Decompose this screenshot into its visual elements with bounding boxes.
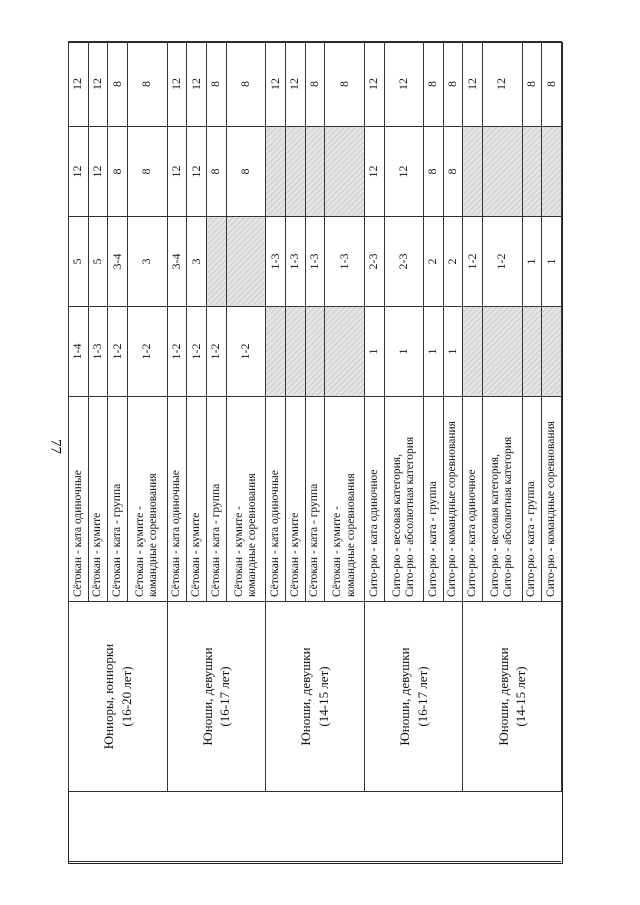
- place-cell-c1: [305, 307, 325, 397]
- discipline-cell: Сётокан - ката одиночные: [69, 397, 89, 602]
- place-cell-c4: 8: [423, 42, 443, 127]
- discipline-cell: Сётокан - ката одиночные: [266, 397, 286, 602]
- place-cell-c4: 8: [542, 42, 562, 127]
- discipline-cell: Сётокан - кумите - командные соревнования: [128, 397, 167, 602]
- age-group-cell: Юноши, девушки (14-15 лет): [463, 602, 562, 792]
- discipline-cell: Сётокан - кумите - командные соревнования: [226, 397, 265, 602]
- place-cell-c3: [305, 127, 325, 217]
- place-cell-c1: [483, 307, 522, 397]
- age-group-cell: Юноши, девушки (14-15 лет): [266, 602, 365, 792]
- place-cell-c4: 12: [88, 42, 108, 127]
- place-cell-c4: 12: [483, 42, 522, 127]
- discipline-cell: Сито-рю - ката - группа: [522, 397, 542, 602]
- place-cell-c4: 8: [325, 42, 364, 127]
- discipline-cell: Сито-рю - ката одиночное: [364, 397, 384, 602]
- place-cell-c1: 1-2: [187, 307, 207, 397]
- place-cell-c3: [522, 127, 542, 217]
- discipline-cell: Сётокан - ката - группа: [305, 397, 325, 602]
- place-cell-c2: 1-3: [266, 217, 286, 307]
- table-row: [266, 42, 286, 862]
- place-cell-c4: 12: [167, 42, 187, 127]
- discipline-cell: Сито-рю - ката - группа: [423, 397, 443, 602]
- place-cell-c1: [266, 307, 286, 397]
- discipline-cell: Сётокан - ката - группа: [207, 397, 227, 602]
- place-cell-c4: 12: [187, 42, 207, 127]
- empty-left-column: [69, 792, 562, 862]
- place-cell-c3: 12: [69, 127, 89, 217]
- place-cell-c4: 8: [522, 42, 542, 127]
- discipline-cell: Сётокан - кумите: [88, 397, 108, 602]
- place-cell-c3: 8: [423, 127, 443, 217]
- place-cell-c1: 1-2: [226, 307, 265, 397]
- place-cell-c1: 1-2: [108, 307, 128, 397]
- place-cell-c1: 1: [384, 307, 423, 397]
- place-cell-c4: 12: [285, 42, 305, 127]
- place-cell-c3: 8: [443, 127, 463, 217]
- place-cell-c1: [325, 307, 364, 397]
- rotated-table-wrapper: [68, 42, 561, 862]
- place-cell-c4: 12: [384, 42, 423, 127]
- place-cell-c4: 8: [305, 42, 325, 127]
- place-cell-c2: 2: [423, 217, 443, 307]
- place-cell-c3: [285, 127, 305, 217]
- place-cell-c4: 8: [108, 42, 128, 127]
- table-row: [167, 42, 187, 862]
- table-row: [463, 42, 483, 862]
- place-cell-c4: 12: [266, 42, 286, 127]
- place-cell-c3: 12: [88, 127, 108, 217]
- age-group-cell: Юноши, девушки (16-17 лет): [364, 602, 463, 792]
- place-cell-c1: 1-3: [88, 307, 108, 397]
- place-cell-c2: 1-2: [463, 217, 483, 307]
- place-cell-c4: 8: [443, 42, 463, 127]
- place-cell-c2: [226, 217, 265, 307]
- place-cell-c3: [463, 127, 483, 217]
- place-cell-c3: 8: [207, 127, 227, 217]
- place-cell-c2: 5: [88, 217, 108, 307]
- place-cell-c4: 8: [207, 42, 227, 127]
- page-number: 77: [47, 439, 64, 454]
- place-cell-c3: 12: [364, 127, 384, 217]
- discipline-cell: Сётокан - кумите - командные соревнования: [325, 397, 364, 602]
- results-table: [68, 41, 562, 862]
- discipline-cell: Сито-рю - весовая категория, Сито-рю - абсолютная категория: [384, 397, 423, 602]
- age-group-cell: Юноши, девушки (16-17 лет): [167, 602, 266, 792]
- table-body: [69, 42, 562, 862]
- place-cell-c1: 1-4: [69, 307, 89, 397]
- place-cell-c3: [542, 127, 562, 217]
- discipline-cell: Сито-рю - ката одиночное: [463, 397, 483, 602]
- place-cell-c1: 1: [443, 307, 463, 397]
- place-cell-c3: 12: [167, 127, 187, 217]
- place-cell-c2: 1: [522, 217, 542, 307]
- place-cell-c1: 1-2: [167, 307, 187, 397]
- place-cell-c2: 2-3: [384, 217, 423, 307]
- place-cell-c2: 3-4: [108, 217, 128, 307]
- place-cell-c3: [266, 127, 286, 217]
- place-cell-c2: 2: [443, 217, 463, 307]
- place-cell-c1: 1: [423, 307, 443, 397]
- place-cell-c2: [207, 217, 227, 307]
- place-cell-c3: 12: [187, 127, 207, 217]
- place-cell-c2: 1-2: [483, 217, 522, 307]
- place-cell-c4: 12: [69, 42, 89, 127]
- place-cell-c3: [483, 127, 522, 217]
- place-cell-c4: 12: [463, 42, 483, 127]
- place-cell-c4: 12: [364, 42, 384, 127]
- place-cell-c2: 1-3: [285, 217, 305, 307]
- place-cell-c4: 8: [128, 42, 167, 127]
- discipline-cell: Сётокан - ката - группа: [108, 397, 128, 602]
- place-cell-c1: 1: [364, 307, 384, 397]
- discipline-cell: Сётокан - кумите: [187, 397, 207, 602]
- place-cell-c1: 1-2: [207, 307, 227, 397]
- place-cell-c2: 1-3: [305, 217, 325, 307]
- place-cell-c2: 5: [69, 217, 89, 307]
- discipline-cell: Сётокан - кумите: [285, 397, 305, 602]
- place-cell-c1: 1-2: [128, 307, 167, 397]
- place-cell-c1: [522, 307, 542, 397]
- place-cell-c3: 12: [384, 127, 423, 217]
- discipline-cell: Сётокан - ката одиночные: [167, 397, 187, 602]
- place-cell-c1: [285, 307, 305, 397]
- place-cell-c2: 2-3: [364, 217, 384, 307]
- place-cell-c3: 8: [108, 127, 128, 217]
- age-group-cell: Юниоры, юниорки (16-20 лет): [69, 602, 168, 792]
- table-row: [364, 42, 384, 862]
- place-cell-c4: 8: [226, 42, 265, 127]
- table-row: [69, 42, 89, 862]
- place-cell-c3: [325, 127, 364, 217]
- place-cell-c2: 3-4: [167, 217, 187, 307]
- place-cell-c2: 3: [128, 217, 167, 307]
- place-cell-c1: [463, 307, 483, 397]
- discipline-cell: Сито-рю - командные соревнования: [443, 397, 463, 602]
- place-cell-c1: [542, 307, 562, 397]
- discipline-cell: Сито-рю - командные соревнования: [542, 397, 562, 602]
- place-cell-c3: 8: [226, 127, 265, 217]
- place-cell-c2: 1-3: [325, 217, 364, 307]
- place-cell-c3: 8: [128, 127, 167, 217]
- place-cell-c2: 3: [187, 217, 207, 307]
- discipline-cell: Сито-рю - весовая категория, Сито-рю - абсолютная категория: [483, 397, 522, 602]
- place-cell-c2: 1: [542, 217, 562, 307]
